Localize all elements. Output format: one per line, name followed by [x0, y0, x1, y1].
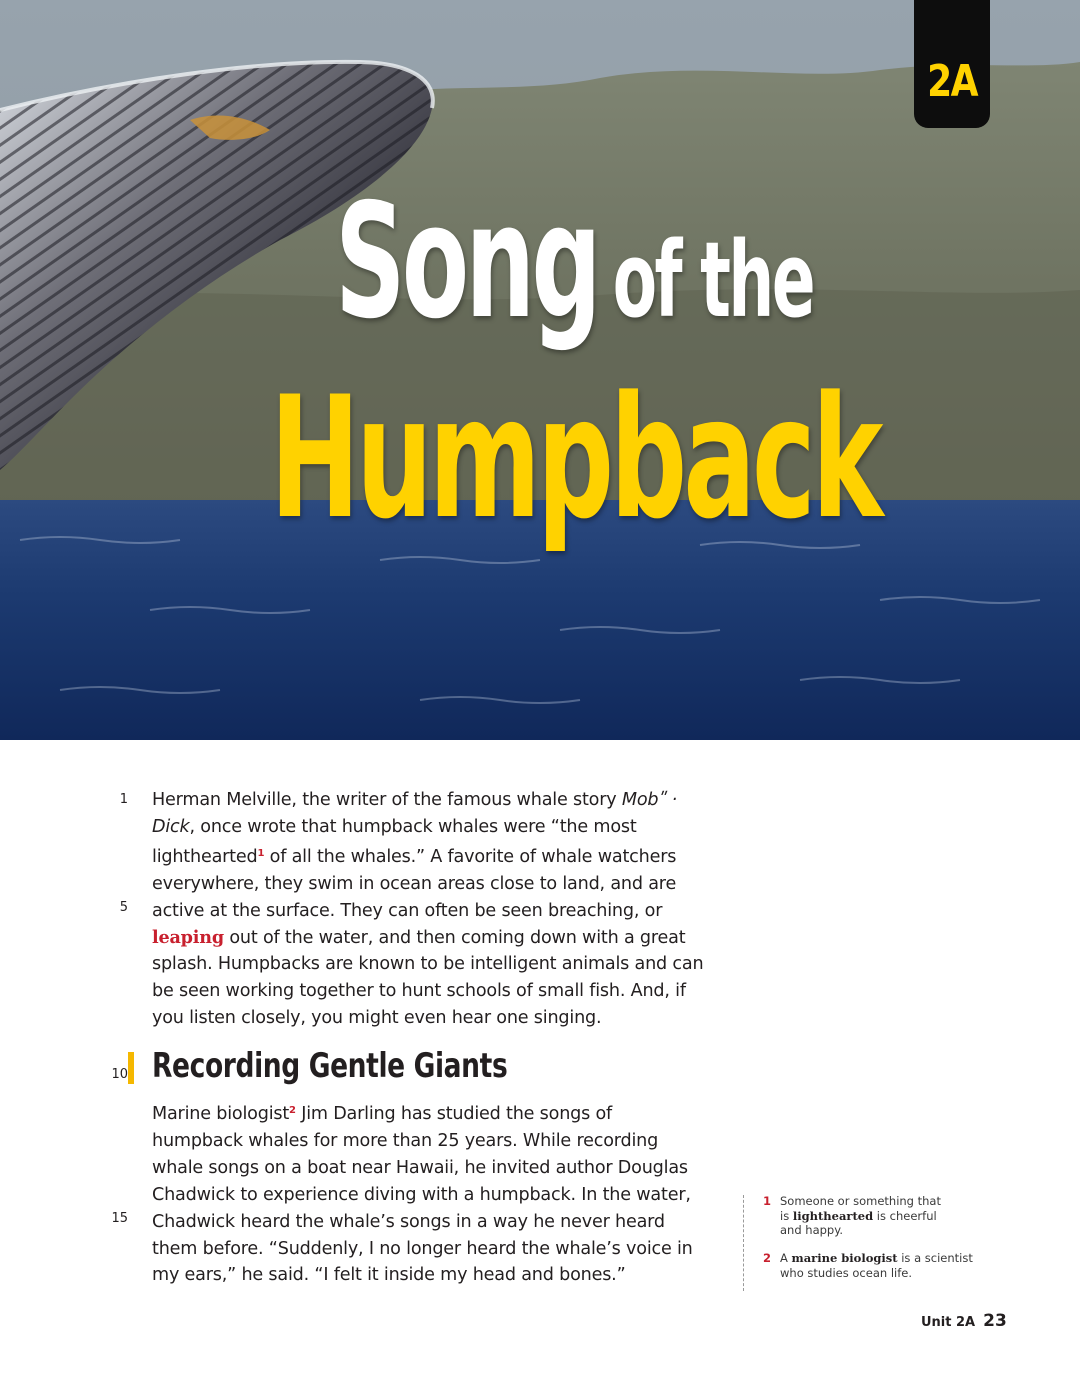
vocab-word-leaping: leaping: [152, 926, 224, 948]
line-number-5: 5: [119, 900, 128, 915]
paragraph-1-line-7: splash. Humpbacks are known to be intelligent animals and can: [152, 954, 704, 975]
footnote-1-line-3: and happy.: [780, 1223, 844, 1237]
footnote-1-number: 1: [763, 1194, 772, 1208]
footnote-2-term: marine biologist: [791, 1251, 898, 1265]
paragraph-1-line-9: you listen closely, you might even hear one singing.: [152, 1008, 602, 1029]
paragraph-1-line-1: Herman Melville, the writer of the famous whale story Mobʺ ·: [152, 790, 678, 810]
footnote-divider: [743, 1195, 744, 1291]
paragraph-1-line-4: everywhere, they swim in ocean areas close to land, and are: [152, 873, 677, 894]
footnote-ref-1[interactable]: 1: [257, 847, 265, 859]
footnote-ref-2[interactable]: 2: [289, 1105, 296, 1116]
paragraph-2-line-3: whale songs on a boat near Hawaii, he invited author Douglas: [152, 1157, 688, 1178]
paragraph-1: [152, 787, 732, 1032]
paragraph-1-line-6: leaping out of the water, and then coming down with a great: [152, 926, 686, 948]
paragraph-2-line-6: them before. “Suddenly, I no longer heard the whale’s voice in: [152, 1238, 693, 1259]
paragraph-1-line-2: Dick, once wrote that humpback whales were “the most: [152, 816, 637, 837]
paragraph-2-line-2: humpback whales for more than 25 years. While recording: [152, 1130, 659, 1151]
paragraph-1-line-8: be seen working together to hunt schools of small fish. And, if: [152, 981, 686, 1002]
footnote-2-line-2: who studies ocean life.: [780, 1265, 912, 1280]
section-heading-bar: [128, 1052, 134, 1084]
paragraph-1-line-3: lighthearted$^1$ of all the whales.” A favorite of whale watchers: [152, 846, 677, 867]
title-word-humpback: Humpback: [270, 360, 880, 556]
line-number-10: 10: [111, 1067, 128, 1082]
unit-tab-label: 2A: [927, 56, 977, 107]
paragraph-2-line-7: my ears,” he said. “I felt it inside my head and bones.”: [152, 1265, 626, 1286]
title-word-song: Song: [335, 170, 598, 354]
paragraph-1-line-5: active at the surface. They can often be seen breaching, or: [152, 900, 663, 921]
footnote-1-line-2: is lighthearted is cheerful: [780, 1208, 937, 1223]
paragraph-2-line-5: Chadwick heard the whale’s songs in a way he never heard: [152, 1211, 665, 1232]
footnote-2-line-1: A marine biologist is a scientist: [780, 1251, 973, 1265]
paragraph-2-line-1: Marine biologist$^2$ Jim Darling has studied the songs of: [152, 1104, 613, 1124]
footnote-1-line-1: Someone or something that: [780, 1194, 941, 1208]
line-number-15: 15: [111, 1211, 128, 1226]
footnote-2: [763, 1251, 973, 1280]
title-word-of-the: of the: [612, 219, 814, 341]
title-line-1: [335, 170, 813, 354]
footnote-1: [763, 1194, 941, 1238]
unit-tab: [914, 0, 990, 128]
footnote-2-number: 2: [763, 1251, 772, 1265]
section-heading: Recording Gentle Giants: [152, 1046, 508, 1086]
paragraph-2: [152, 1098, 732, 1289]
page-folio: [921, 1311, 1007, 1331]
page-number: 23: [983, 1311, 1007, 1331]
footnote-1-term: lighthearted: [792, 1208, 874, 1223]
line-number-1: 1: [119, 792, 128, 807]
folio-unit: Unit 2A: [921, 1315, 976, 1330]
paragraph-2-line-4: Chadwick to experience diving with a humpback. In the water,: [152, 1184, 691, 1205]
